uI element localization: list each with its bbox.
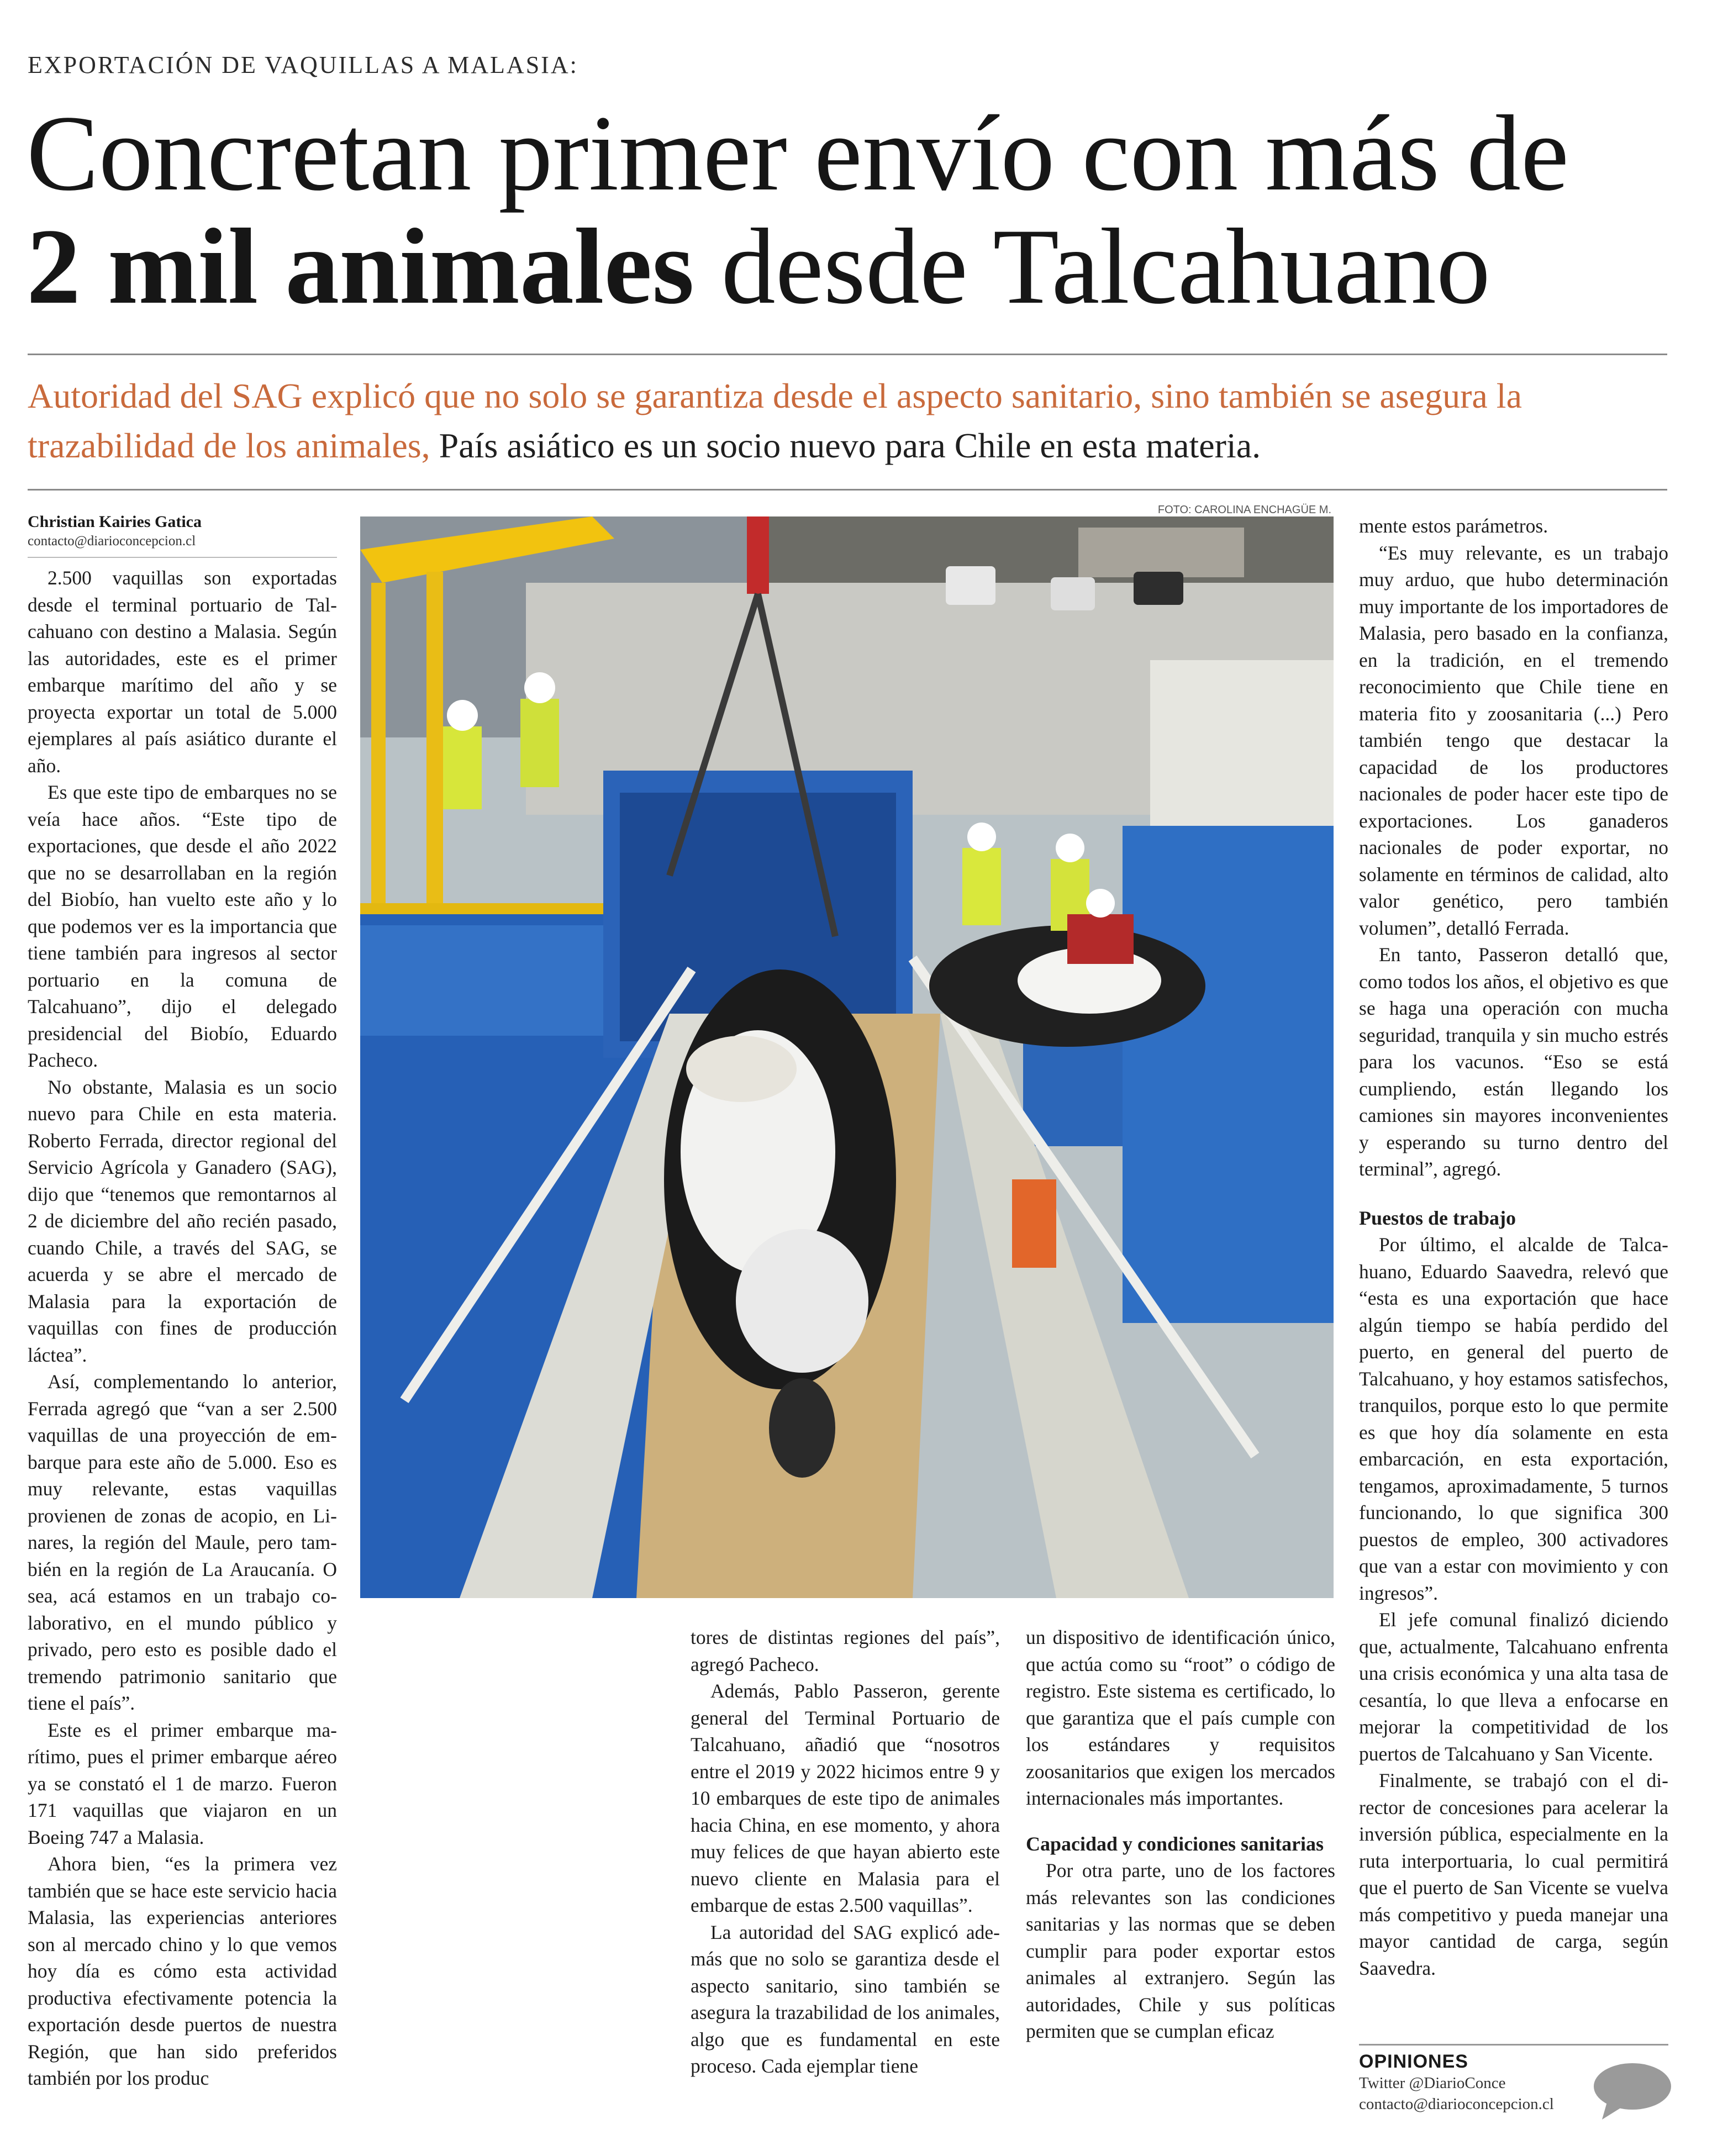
speech-bubble-icon xyxy=(1591,2062,1674,2125)
col4-paragraph: Finalmente, se trabajó con el director de concesiones para acelerar la inversión pública, especialmente en la ruta interportuaria, lo cual permitirá que el puerto de San Vicente se vuelva más competitivo y pueda manejar una mayor cantidad de carga, según Saavedra. xyxy=(1359,1769,1668,1979)
col1-paragraph: Este es el primer embarque marítimo, pues el primer embarque aéreo ya se constató el 1 de marzo. Fueron 171 vaquillas que viajaron en un Boeing 747 a Malasia. xyxy=(28,1719,337,1848)
col1-paragraph: Así, complementando lo anterior, Ferrada agregó que “van a ser 2.500 vaquillas de una proyección de embarque para este año de 5.000. Eso es muy relevante, estas vaquillas provienen de zonas de acopio, en Linares, la región del Maule, pero también en la región de La Araucanía. O sea, acá estamos en un trabajo colaborativo, en el mundo público y privado, pero esto es posible dado el tremendo patrimonio sanitario que tiene el país”. xyxy=(28,1370,337,1714)
col2-paragraph: Además, Pablo Passeron, gerente general del Terminal Portuario de Talcahuano, añadió que “nosotros entre el 2019 y 2022 hicimos entre 9 y 10 embarques de este tipo de animales hacia China, en ese momento, y ahora muy felices de que hayan abierto este nuevo cliente en Malasia para el embarque de estas 2.500 vaquillas”. xyxy=(691,1680,1000,1916)
headline-bold: 2 mil animales xyxy=(27,207,694,326)
opiniones-twitter[interactable]: Twitter @DiarioConce xyxy=(1359,2074,1506,2092)
cattle-loading-photo xyxy=(360,516,1334,1598)
rule-top xyxy=(28,354,1667,355)
article-deck xyxy=(28,371,1674,471)
column-1 xyxy=(28,565,337,2092)
column-2 xyxy=(691,1624,1000,2080)
deck-highlight: Autoridad del SAG explicó que no solo se garantiza desde el aspecto sanitario, sino también se asegura la trazabilidad de los animales, xyxy=(28,376,1522,465)
col2-paragraph: La autoridad del SAG explicó además que no solo se garantiza desde el aspecto sanitario, sino también se asegura la trazabilidad de los animales, algo que es fundamental en este proceso. Cada ejemplar tiene xyxy=(691,1921,1000,2077)
rule-deck xyxy=(28,489,1667,491)
col4-paragraph: “Es muy relevante, es un trabajo muy arduo, que hubo determinación muy importante de los importadores de Malasia, pero basado en la confianza, en la tradición, en el tremendo reconocimiento que Chile tiene en materia fito y zoosanitaria (...) Pero también tengo que destacar la capacidad de los productores nacionales de poder hacer este tipo de exportaciones. Los ganaderos nacionales de poder exportar, no solamente en términos de calidad, alto valor genético, pero también volumen”, detalló Ferrada. xyxy=(1359,541,1668,939)
col4-paragraph: En tanto, Passeron detalló que, como todos los años, el objetivo es que se haga una operación con mucha seguridad, tranquila y sin mucho estrés para los vacunos. “Eso se está cumpliendo, están llegando los camiones sin mayores inconvenientes y esperando su turno dentro del terminal”, agregó. xyxy=(1359,943,1668,1180)
column-3 xyxy=(1026,1624,1335,2045)
col1-paragraph: Es que este tipo de embarques no se veía hace años. “Este tipo de exportaciones, que desde el año 2022 que no se desarrollaban en la región del Biobío, han vuelto este año y lo que podemos ver es la importancia que tiene también para ingresos al sector portuario en la comuna de Talcahuano”, dijo el delegado presidencial del Biobío, Eduardo Pacheco. xyxy=(28,781,337,1071)
col3-paragraph: Por otra parte, uno de los factores más relevantes son las condiciones sanitarias y las normas que se deben cumplir para poder exportar estos animales al extranjero. Según las autoridades, Chile y sus políticas permiten que se cumplan eficaz xyxy=(1026,1859,1335,2042)
article-headline xyxy=(27,93,1684,326)
col1-paragraph: Ahora bien, “es la primera vez también que se hace este servicio hacia Malasia, las experiencias anteriores son al mercado chino y lo que vemos hoy día es cómo esta actividad productiva efectivamente potencia la exportación desde puertos de nuestra Región, que han sido preferidos también por los produc xyxy=(28,1853,337,2089)
opiniones-label: OPINIONES xyxy=(1359,2051,1468,2072)
photo-illustration xyxy=(360,516,1334,1598)
col4-paragraph: El jefe comunal finalizó diciendo que, actualmente, Talcahuano enfrenta una crisis económica y una alta tasa de cesantía, lo que lleva a enfocarse en mejorar la competitividad de los puertos de Talcahuano y San Vicente. xyxy=(1359,1609,1668,1765)
headline-rest: desde Talcahuano xyxy=(694,207,1490,326)
opiniones-rule xyxy=(1359,2044,1668,2046)
col3-subheading: Capacidad y condiciones sanitarias xyxy=(1026,1832,1324,1855)
column-4 xyxy=(1359,513,1668,1981)
col3-paragraph: un dispositivo de identificación único, que actúa como su “root” o código de registro. Este sistema es certificado, lo que garantiza que el país cumple con los estándares y requisitos zoosanitarios que exigen los mercados internacionales más importantes. xyxy=(1026,1626,1335,1809)
col2-paragraph: tores de distintas regiones del país”, agregó Pacheco. xyxy=(691,1626,1000,1675)
col1-paragraph: No obstante, Malasia es un socio nuevo para Chile en esta materia. Roberto Ferrada, director regional del Servicio Agrícola y Ganadero (SAG), dijo que “tenemos que remontarnos al 2 de diciembre del año recién pasado, cuando Chile, a través del SAG, se acuerda y se abre el mercado de Malasia para la exportación de vaquillas con fines de producción láctea”. xyxy=(28,1076,337,1366)
author-email[interactable]: contacto@diarioconcepcion.cl xyxy=(28,534,196,549)
col4-paragraph: Por último, el alcalde de Talcahuano, Eduardo Saavedra, relevó que “esta es una exportación que hace algún tiempo se había perdido del puerto, en general del puerto de Talcahuano, y hoy estamos satisfechos, tranquilos, porque esto lo que permite es que hoy día solamente en esta embarcación, en esta exportación, tengamos, aproximadamente, 5 turnos funcionando, lo que significa 300 puestos de empleo, 300 activadores que van a estar con movimiento y con ingresos”. xyxy=(1359,1233,1668,1604)
col1-paragraph: 2.500 vaquillas son exportadas desde el terminal portuario de Talcahuano con destino a Malasia. Según las autoridades, este es el primer embarque marítimo del año y se proyecta exportar un total de 5.000 ejemplares al país asiático durante el año. xyxy=(28,567,337,777)
col4-paragraph: mente estos parámetros. xyxy=(1359,515,1548,537)
deck-text: País asiático es un socio nuevo para Chile en esta materia. xyxy=(430,426,1261,465)
photo-credit: FOTO: CAROLINA ENCHAGÜE M. xyxy=(1157,504,1331,516)
byline-rule xyxy=(28,557,337,558)
headline-line-1: Concretan primer envío con más de xyxy=(27,93,1569,213)
opiniones-email[interactable]: contacto@diarioconcepcion.cl xyxy=(1359,2095,1554,2113)
article-kicker: EXPORTACIÓN DE VAQUILLAS A MALASIA: xyxy=(28,51,578,78)
byline xyxy=(28,513,337,549)
col4-subheading: Puestos de trabajo xyxy=(1359,1206,1516,1229)
author-name: Christian Kairies Gatica xyxy=(28,513,202,531)
